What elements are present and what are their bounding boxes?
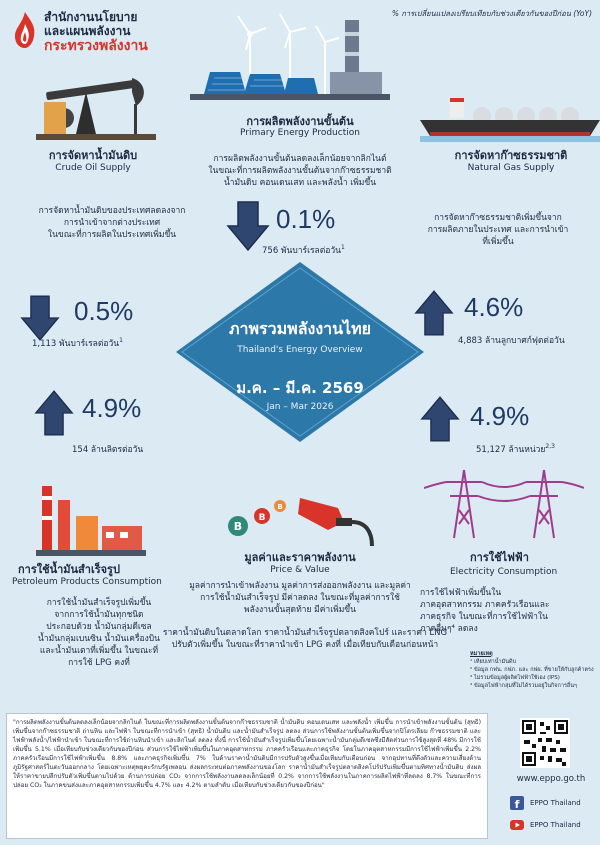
gas-description: การจัดหาก๊าซธรรมชาติเพิ่มขึ้นจาก การผลิตภายในประเทศ และการนำเข้า ที่เพิ่มขึ้น: [427, 213, 569, 247]
power-tower-illustration: [424, 466, 584, 540]
footnotes: หมายเหตุ ¹ เทียบเท่าน้ำมันดิบ ² ข้อมูล กฟน. กฟภ. และ กฟผ. ที่ขายให้กับลูกค้าตรง ³ ไม่รวมข้อมูลผู้ผลิตไฟฟ้าใช้เอง (IPS) ⁴ ข้อมูลไฟฟ้ากลุ่มที่ไม่ได้รวมอยู่ในกิจการอื่นๆ: [470, 651, 594, 689]
qr-code[interactable]: [520, 718, 570, 768]
electricity-value: 51,127 ล้านหน่วย$^{2,3}$: [476, 443, 555, 455]
overview-period-th: ม.ค. – มี.ค. 2569: [236, 379, 364, 397]
crude-percent: 0.5%: [74, 296, 134, 326]
svg-text:B: B: [233, 520, 243, 533]
overview-period-en: Jan – Mar 2026: [266, 402, 334, 412]
primary-value: 756 พันบาร์เรลต่อวัน$^1$: [262, 244, 345, 256]
yoy-note: % การเปลี่ยนแปลงเปรียบเทียบกับช่วงเดียวกันของปีก่อน (YoY): [391, 9, 592, 18]
youtube-icon: [510, 818, 524, 832]
primary-title-th: การผลิตพลังงานขั้นต้น: [246, 115, 354, 128]
overview-title-th: ภาพรวมพลังงานไทย: [228, 319, 372, 338]
crude-title-en: Crude Oil Supply: [55, 163, 131, 173]
crude-description: การจัดหาน้ำมันดิบของประเทศลดลงจาก การนำเข้าจากต่างประเทศ ในขณะที่การผลิตในประเทศเพิ่มขึ้น: [38, 206, 186, 240]
oil-pump-illustration: [36, 62, 156, 142]
facebook-row[interactable]: [510, 796, 600, 812]
youtube-label: EPPO Thailand: [530, 821, 581, 829]
electricity-up-arrow-icon: [420, 394, 460, 444]
summary-box: [6, 713, 488, 839]
petroleum-title-th: การใช้น้ำมันสำเร็จรูป: [18, 563, 120, 576]
gas-percent: 4.6%: [464, 292, 524, 322]
electricity-description: การใช้ไฟฟ้าเพิ่มขึ้นใน ภาคอุตสาหกรรม ภาคครัวเรือนและ ภาคธุรกิจ ในขณะที่การใช้ไฟฟ้าใน ภาคอื่นๆ⁴ ลดลง: [420, 588, 550, 634]
facebook-icon: [510, 796, 524, 810]
summary-text: "การผลิตพลังงานขั้นต้นลดลงเล็กน้อยจากลิกไนต์ ในขณะที่การผลิตพลังงานขั้นต้นจากก๊าซธรรมชาติ น้ำมันดิบ คอนเดนเสท และพลังน้ำ เพิ่มขึ้น การนำเข้าพลังงานขั้นต้น (สุทธิ) เพิ่มขึ้นจากก๊าซธรรมชาติ ถ่านหิน และไฟฟ้า ในขณะที่การนำเข้า (สุทธิ) น้ำมันดิบ และน้ำมันสำเร็จรูป ลดลง ส่วนการใช้พลังงานขั้นต้นเพิ่มขึ้นจากปิโตรเลียม ก๊าซธรรมชาติ และไฟฟ้าพลังน้ำ/ไฟฟ้านำเข้า ในขณะที่การใช้ถ่านหินนำเข้า และลิกไนต์ ลดลง ทั้งนี้ การใช้น้ำมันสำเร็จรูปเพิ่มขึ้นโดยเฉพาะน้ำมันกลุ่มดีเซลซึ่งมีสัดส่วนการใช้สูงสุดที่ 48% มีการใช้เพิ่มขึ้น 5.1% เมื่อเทียบกับช่วงเดียวกันของปีก่อน ส่วนการใช้ไฟฟ้าเพิ่มขึ้นในภาคอุตสาหกรรม ภาคครัวเรือนและภาคธุรกิจ โดยในภาคอุตสาหกรรมมีการใช้ไฟฟ้าเพิ่มขึ้น 2.2% ภาคครัวเรือนมีการใช้ไฟฟ้าเพิ่มขึ้น 8.8% และภาคธุรกิจเพิ่มขึ้น 7% ในด้านราคาน้ำมันดิบมีการปรับตัวสูงขึ้นเมื่อเทียบกับเดือนก่อน จากอุปทานที่ตึงตัวและความเสี่ยงด้านภูมิรัฐศาสตร์ในตะวันออกกลาง โดยเฉพาะเหตุพยุคะรักบรัฐเพลอน ส่งผลกระทบต่อภาคพลังงานของโลก ราคาน้ำมันสำเร็จรูปตลาดสิงคโปร์ปรับเพิ่มขึ้นตามทิศทางน้ำมันดิบ ส่งผลให้ราคาขายปลีกปรับตัวเพิ่มขึ้นตามไปด้วย ด้านการปล่อย CO₂ จากการใช้พลังงานลดลงเล็กน้อยที่ 0.2% จากการใช้พลังงานในภาคการผลิตไฟฟ้าที่ลดลง 8.7% ในขณะที่การปล่อย CO₂ ในภาคขนส่งและภาคอุตสาหกรรมเพิ่มขึ้น 4.7% และ 4.2% ตามลำดับ เมื่อเทียบกับช่วงเดียวกันของปีก่อน": [13, 719, 481, 789]
electricity-title-th: การใช้ไฟฟ้า: [470, 551, 529, 564]
facebook-label: EPPO Thailand: [530, 799, 581, 807]
primary-title-en: Primary Energy Production: [240, 128, 360, 138]
electricity-title-en: Electricity Consumption: [450, 567, 558, 577]
price-title-th: มูลค่าและราคาพลังงาน: [244, 551, 356, 564]
primary-energy-illustration: [190, 2, 390, 102]
crude-value: 1,113 พันบาร์เรลต่อวัน$^1$: [32, 337, 123, 349]
petroleum-title-en: Petroleum Products Consumption: [12, 577, 162, 587]
petroleum-value: 154 ล้านลิตรต่อวัน: [72, 445, 144, 455]
price-description-value: มูลค่าการนำเข้าพลังงาน มูลค่าการส่งออกพลังงาน และมูลค่า การใช้น้ำมันสำเร็จรูป มีค่าลดลง ในขณะที่มูลค่าการใช้ พลังงานขั้นสุดท้าย มีค่าเพิ่มขึ้น: [189, 581, 411, 615]
svg-text:f: f: [514, 798, 520, 810]
price-title-en: Price & Value: [270, 565, 330, 575]
petroleum-up-arrow-icon: [34, 388, 74, 438]
primary-description: การผลิตพลังงานขั้นต้นลดลงเล็กน้อยจากลิกไนต์ ในขณะที่การผลิตพลังงานขั้นต้นจากก๊าซธรรมชาติ น้ำมันดิบ คอนเดนเสท และพลังน้ำ เพิ่มขึ้น: [208, 154, 392, 188]
gas-title-th: การจัดหาก๊าซธรรมชาติ: [454, 149, 568, 162]
price-description-price: ราคาน้ำมันดิบในตลาดโลก ราคาน้ำมันสำเร็จรูปตลาดสิงคโปร์ และราคา LNG ปรับตัวเพิ่มขึ้น ในขณะที่ราคานำเข้า LPG คงที่ เมื่อเทียบกับเดือนก่อนหน้า: [162, 628, 448, 650]
primary-percent: 0.1%: [276, 204, 336, 234]
overview-title-en: Thailand's Energy Overview: [237, 345, 363, 355]
crude-title-th: การจัดหาน้ำมันดิบ: [48, 149, 138, 162]
petroleum-description: การใช้น้ำมันสำเร็จรูปเพิ่มขึ้น จากการใช้น้ำมันทุกชนิด ประกอบด้วย น้ำมันกลุ่มดีเซล น้ำมันกลุ่มเบนซิน น้ำมันเครื่องบิน และน้ำมันเตาที่เพิ่มขึ้น ในขณะที่ การใช้ LPG คงที่: [38, 598, 160, 668]
flame-logo-icon: [12, 10, 38, 50]
lng-ship-illustration: [420, 92, 600, 142]
svg-text:B: B: [277, 503, 283, 511]
fuel-coins-illustration: [226, 492, 376, 548]
org-name-line2: และแผนพลังงาน: [44, 24, 131, 38]
org-name-line1: สำนักงานนโยบาย: [44, 10, 138, 24]
refinery-illustration: [36, 476, 146, 556]
electricity-percent: 4.9%: [470, 401, 530, 431]
eppo-logo[interactable]: [12, 8, 212, 52]
gas-title-en: Natural Gas Supply: [467, 163, 555, 173]
svg-text:B: B: [258, 513, 266, 523]
ministry-name: กระทรวงพลังงาน: [44, 38, 148, 54]
petroleum-percent: 4.9%: [82, 393, 142, 423]
website-link[interactable]: www.eppo.go.th: [516, 774, 586, 784]
youtube-row[interactable]: [510, 818, 600, 834]
gas-value: 4,883 ล้านลูกบาศก์ฟุตต่อวัน: [458, 336, 565, 346]
